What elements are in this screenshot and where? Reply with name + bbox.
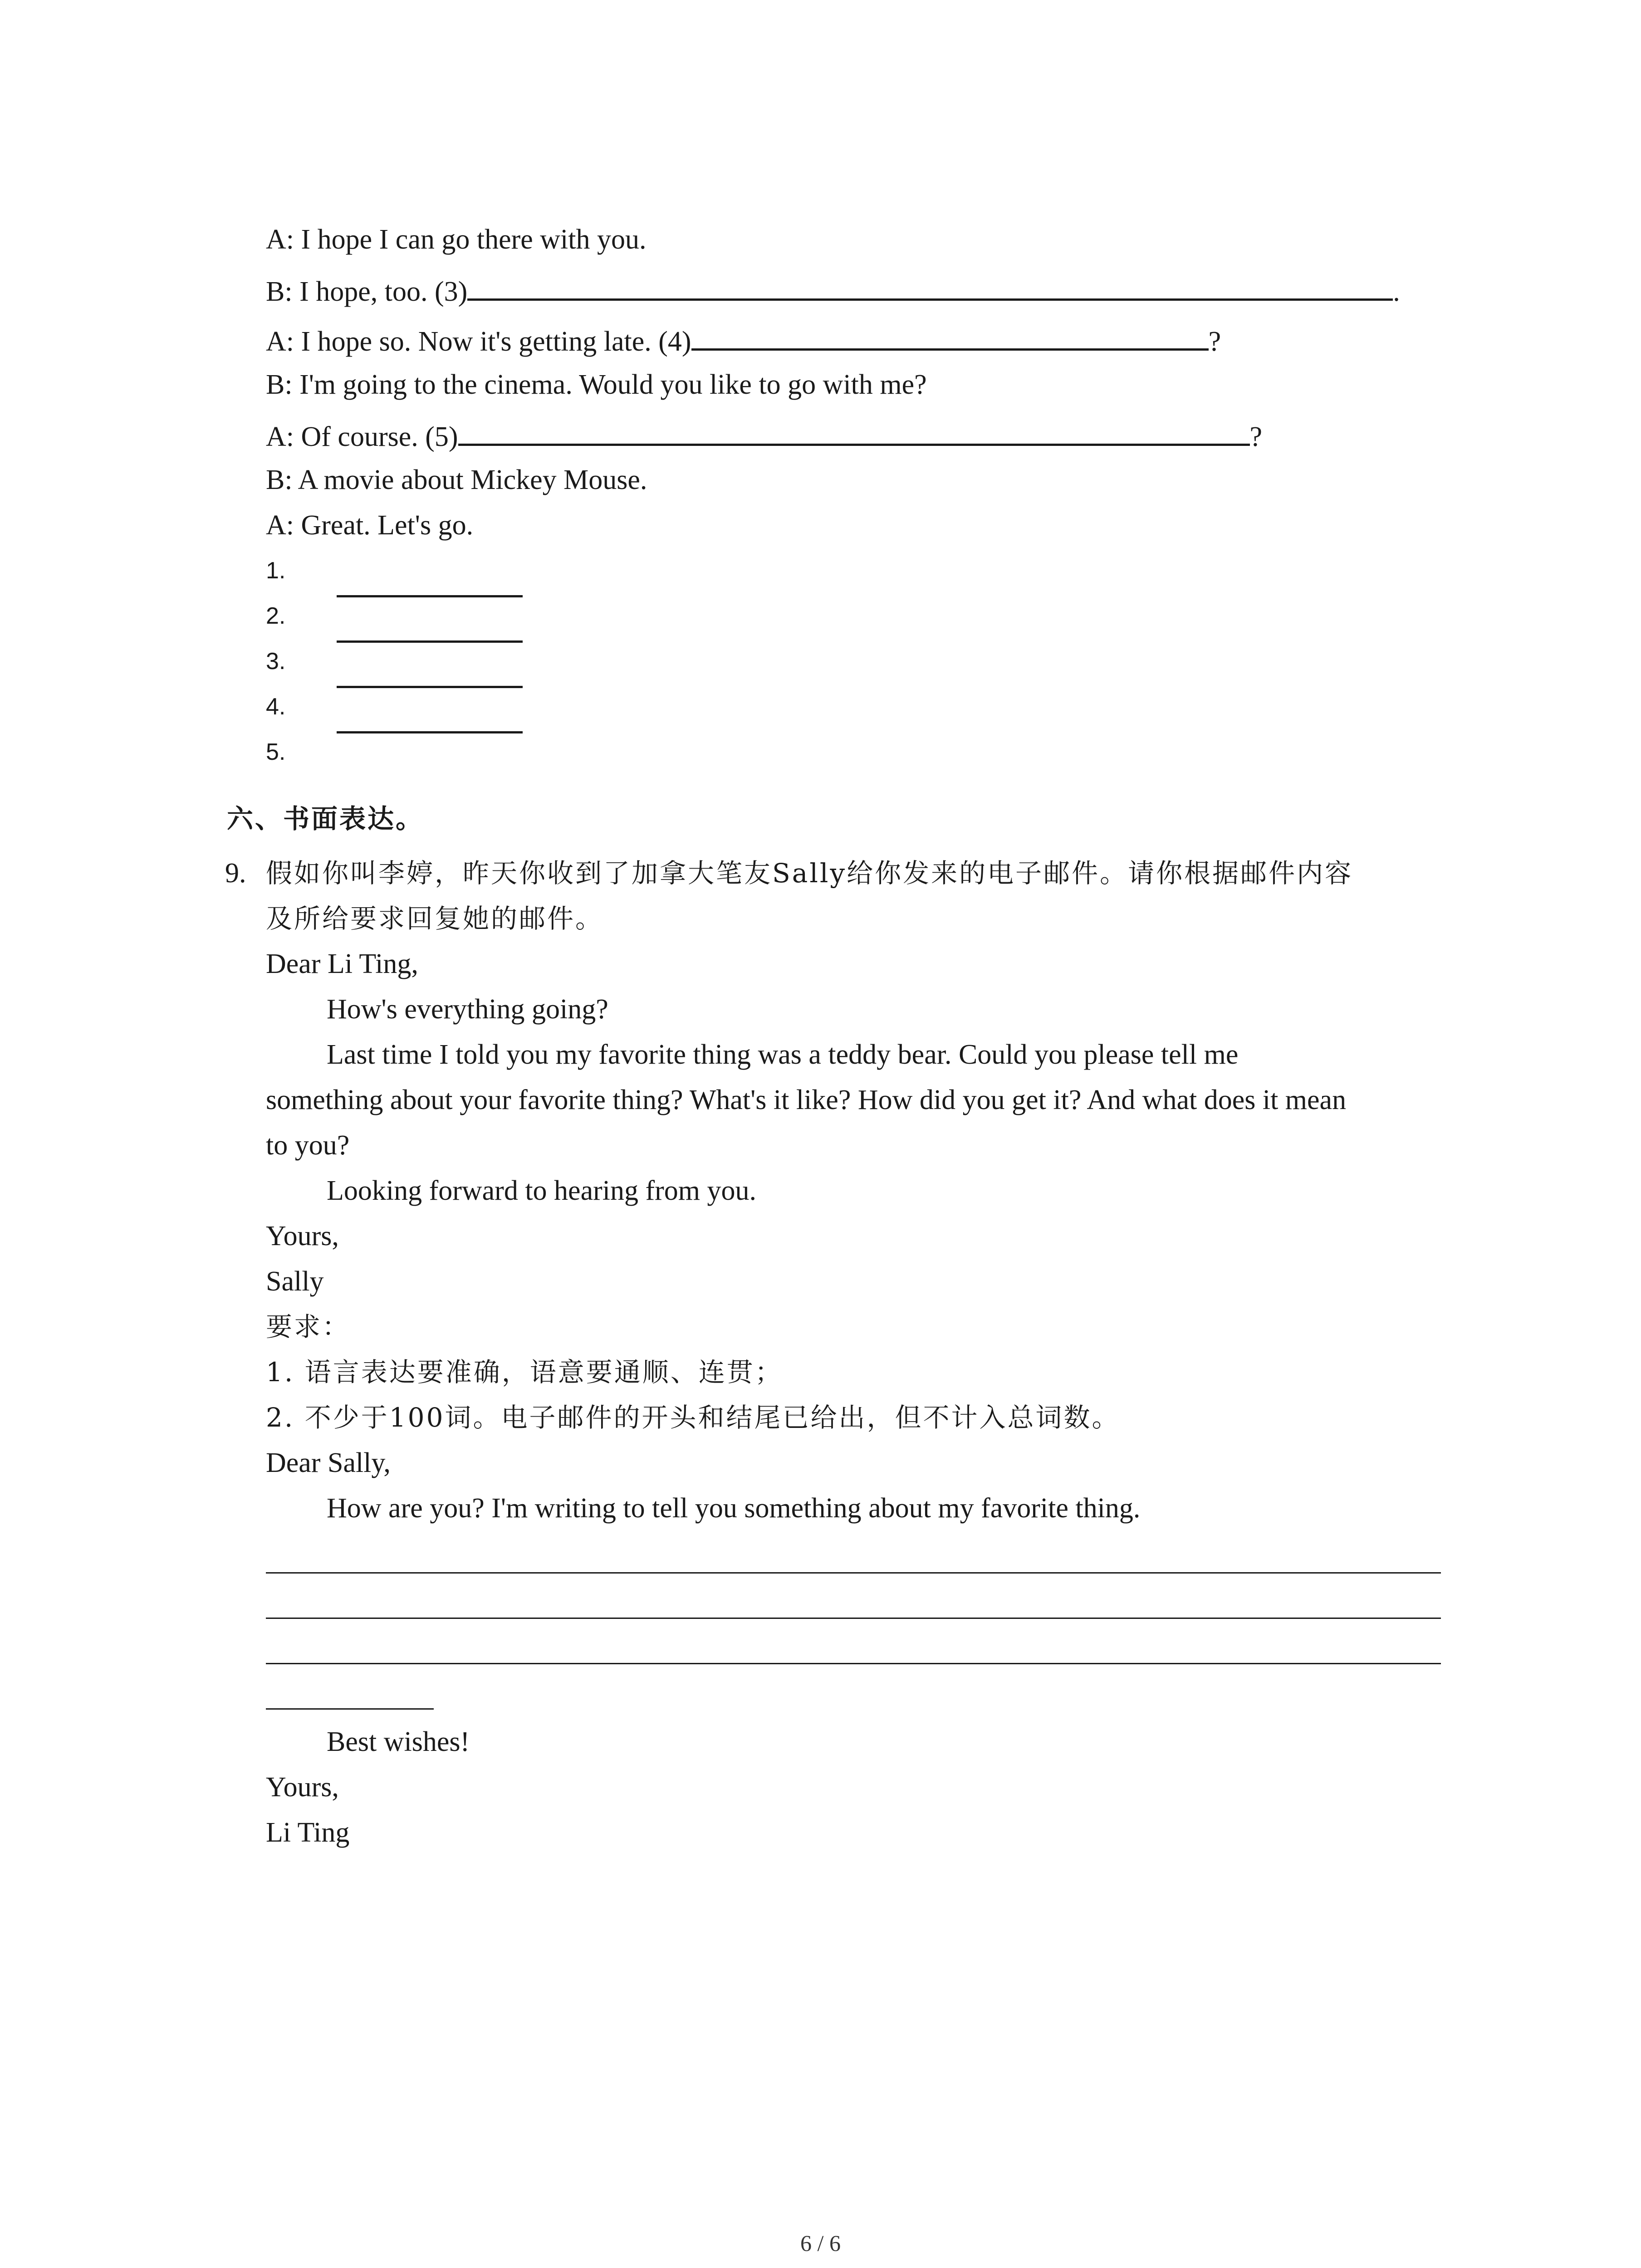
dialogue-line-7 [266,507,473,543]
dialogue-text: A: I hope I can go there with you. [266,224,647,255]
answer-line-1[interactable] [337,595,523,597]
dialogue-text: A: Great. Let's go. [266,510,474,541]
reply-closing: Yours, [266,1772,339,1803]
answer-line-3[interactable] [337,686,523,688]
answer-number-5: 5. [266,739,286,765]
reply-wishes: Best wishes! [327,1726,470,1757]
section-heading: 六、书面表达。 [227,803,424,834]
dialogue-line-6 [266,462,647,498]
answer-blank-4[interactable] [691,321,1209,351]
answer-line-4[interactable] [337,731,523,733]
dialogue-line-2 [266,271,1400,308]
dialogue-text: B: A movie about Mickey Mouse. [266,464,647,495]
dialogue-line-3 [266,321,1221,357]
answer-number-4: 4. [266,694,286,720]
answer-blank-3[interactable] [467,271,1393,301]
answer-number-3: 3. [266,648,286,675]
letter-paragraph-3: Looking forward to hearing from you. [327,1175,756,1206]
dialogue-line-4 [266,367,927,403]
answer-blank-5[interactable] [458,416,1250,446]
requirements-title: 要求： [266,1311,351,1342]
dialogue-text: B: I'm going to the cinema. Would you like to go with me? [266,369,927,400]
answer-number-2: 2. [266,603,286,629]
letter-closing: Yours, [266,1221,339,1251]
letter-greeting: Dear Li Ting, [266,948,418,979]
letter-paragraph-2-line-1: Last time I told you my favorite thing was a teddy bear. Could you please tell me [327,1039,1239,1070]
dialogue-line-1 [266,221,646,258]
dialogue-punct: ? [1208,326,1221,357]
question-prompt-line-2: 及所给要求回复她的邮件。 [266,903,604,934]
dialogue-punct: ? [1249,421,1263,452]
dialogue-text: A: I hope so. Now it's getting late. (4) [266,326,691,357]
answer-line-2[interactable] [337,640,523,643]
question-prompt-line-1: 假如你叫李婷，昨天你收到了加拿大笔友Sally给你发来的电子邮件。请你根据邮件内容 [266,858,1353,889]
dialogue-text: B: I hope, too. (3) [266,276,468,307]
reply-opening: How are you? I'm writing to tell you something about my favorite thing. [327,1493,1141,1524]
reply-greeting: Dear Sally, [266,1447,391,1478]
letter-paragraph-2-line-2: something about your favorite thing? What's it like? How did you get it? And what does it mean [266,1085,1347,1115]
answer-number-1: 1. [266,557,286,584]
writing-line-2[interactable] [266,1618,1441,1619]
dialogue-punct: . [1393,276,1400,307]
requirement-item-2: 2. 不少于100词。电子邮件的开头和结尾已给出，但不计入总词数。 [266,1402,1120,1433]
dialogue-line-5 [266,416,1262,453]
writing-line-4[interactable] [266,1708,434,1710]
requirement-item-1: 1. 语言表达要准确，语意要通顺、连贯； [266,1357,783,1388]
dialogue-text: A: Of course. (5) [266,421,458,452]
writing-line-3[interactable] [266,1663,1441,1664]
letter-paragraph-2-line-3: to you? [266,1130,350,1161]
letter-signature: Sally [266,1266,324,1297]
page-number: 6 / 6 [800,2230,841,2256]
question-number: 9. [225,858,246,889]
writing-line-1[interactable] [266,1572,1441,1574]
letter-paragraph-1: How's everything going? [327,994,608,1025]
reply-signature: Li Ting [266,1817,350,1848]
